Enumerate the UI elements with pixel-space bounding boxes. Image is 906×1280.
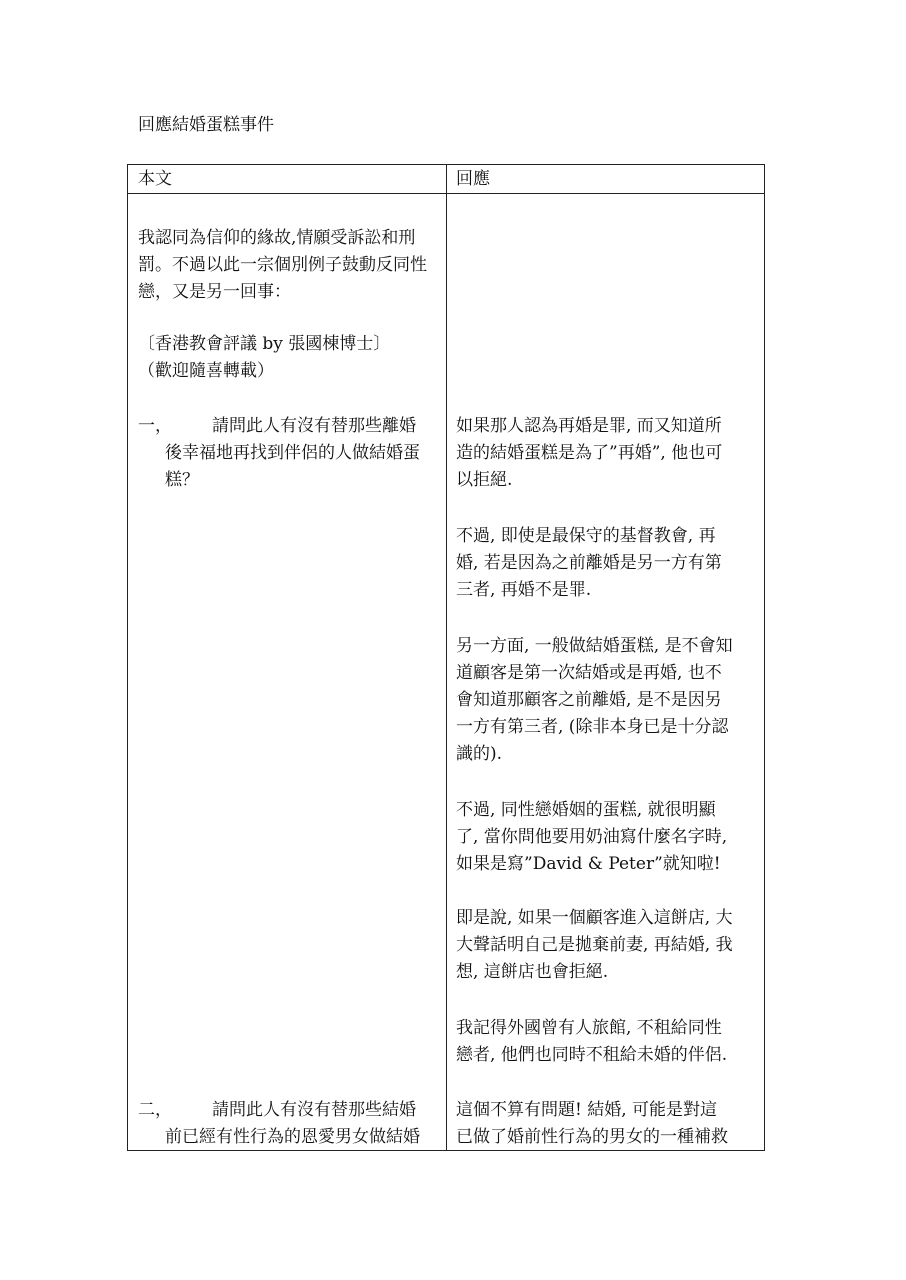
response-paragraph (456, 633, 756, 768)
intro-line: 罰。不過以此一宗個別例子鼓動反同性 (138, 255, 427, 275)
header-divider (128, 193, 764, 194)
response-line: 不過, 即使是最保守的基督教會, 再 (456, 526, 716, 546)
question-text: 請問此人有沒有替那些離婚 (212, 416, 416, 436)
repost-note: （歡迎隨喜轉載） (138, 361, 274, 381)
response-line: 即是說, 如果一個顧客進入這餅店, 大 (456, 908, 733, 928)
question-number: 一， (138, 416, 172, 436)
header-original-text: 本文 (138, 169, 172, 189)
intro-line: 戀，又是另一回事： (138, 282, 291, 302)
source-line: 〔香港教會評議 by 張國棟博士〕 (138, 334, 391, 354)
response-line: 識的). (456, 744, 503, 764)
intro-paragraph (138, 225, 438, 306)
question-2-line: 前已經有性行為的恩愛男女做結婚 (165, 1127, 420, 1147)
question-1-line (138, 413, 438, 440)
response-line: 這個不算有問題! 結婚, 可能是對這 (456, 1100, 718, 1120)
response-line: 道顧客是第一次結婚或是再婚, 也不 (456, 663, 722, 683)
response-line: 另一方面, 一般做結婚蛋糕, 是不會知 (456, 636, 733, 656)
question-1-line: 糕？ (165, 470, 199, 490)
header-response: 回應 (456, 169, 490, 189)
question-2-line (138, 1097, 438, 1124)
comparison-table (127, 164, 765, 1151)
question-1 (138, 413, 438, 494)
response-paragraph (456, 523, 756, 604)
response-line: 以拒絕. (456, 470, 513, 490)
question-2 (138, 1097, 438, 1151)
response-line: 我記得外國曾有人旅館, 不租給同性 (456, 1018, 722, 1038)
response-paragraph (456, 905, 756, 986)
response-line: 會知道那顧客之前離婚, 是不是因另 (456, 690, 722, 710)
intro-line: 我認同為信仰的緣故,情願受訴訟和刑 (138, 228, 416, 248)
column-divider (446, 165, 447, 1150)
source-attribution (138, 331, 438, 385)
document-title: 回應結婚蛋糕事件 (138, 115, 274, 135)
response-line: 一方有第三者, (除非本身已是十分認 (456, 717, 729, 737)
response-line: 不過, 同性戀婚姻的蛋糕, 就很明顯 (456, 800, 716, 820)
question-text: 請問此人有沒有替那些結婚 (212, 1100, 416, 1120)
response-line: 大聲話明自己是拋棄前妻, 再結婚, 我 (456, 935, 733, 955)
question-number: 二， (138, 1100, 172, 1120)
response-line: 如果是寫”David & Peter”就知啦! (456, 854, 721, 874)
response-line: 造的結婚蛋糕是為了”再婚”, 他也可 (456, 443, 723, 463)
response-line: 戀者, 他們也同時不租給未婚的伴侶. (456, 1045, 728, 1065)
response-line: 三者, 再婚不是罪. (456, 580, 592, 600)
response-line: 已做了婚前性行為的男女的一種補救 (456, 1127, 728, 1147)
response-line: 婚, 若是因為之前離婚是另一方有第 (456, 553, 722, 573)
response-line: 想, 這餅店也會拒絕. (456, 962, 609, 982)
response-line: 如果那人認為再婚是罪, 而又知道所 (456, 416, 722, 436)
response-paragraph (456, 797, 756, 878)
response-paragraph (456, 413, 756, 494)
question-1-line: 後幸福地再找到伴侶的人做結婚蛋 (165, 443, 420, 463)
response-paragraph (456, 1097, 756, 1151)
response-paragraph (456, 1015, 756, 1069)
response-line: 了, 當你問他要用奶油寫什麼名字時, (456, 827, 728, 847)
